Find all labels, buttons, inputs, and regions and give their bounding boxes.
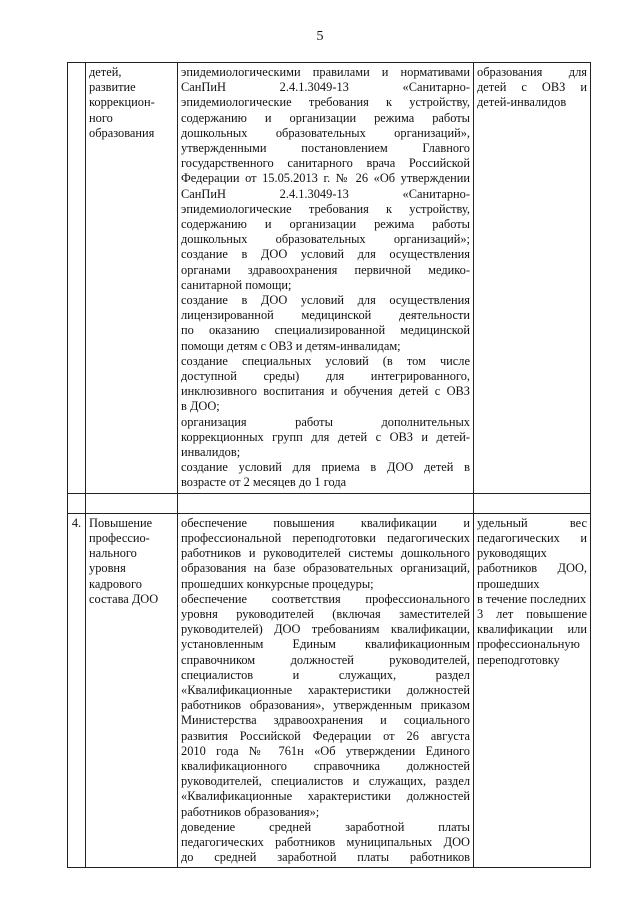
activity-text-line: развития Российской Федерации от 26 августа <box>181 728 470 743</box>
table-spacer-row <box>68 493 591 513</box>
activity-text-line: возрасте от 2 месяцев до 1 года <box>181 475 347 490</box>
activity-text-line: до средней заработной платы работников <box>181 850 470 865</box>
indicator-text-line: квалификации или <box>477 622 587 637</box>
indicator-text-line: переподготовку <box>477 652 560 667</box>
indicator-text-line: педагогических и <box>477 530 587 545</box>
activity-text-line: инвалидов; <box>181 445 241 460</box>
activity-text-line: санитарной помощи; <box>181 277 292 292</box>
activity-text-line: помощи детям с ОВЗ и детям-инвалидам; <box>181 338 401 353</box>
activity-text-line: «Квалификационные характеристики должностей <box>181 789 470 804</box>
activity-text-line: обеспечение соответствия профессионального <box>181 591 470 606</box>
activity-text-line: коррекционных групп для детей с ОВЗ и детей- <box>181 429 470 444</box>
direction-text-line: ного <box>89 110 113 125</box>
activity-text-line: СанПиН 2.4.1.3049-13 «Санитарно- <box>181 80 470 95</box>
activities-cell <box>178 63 474 494</box>
activity-text-line: педагогических работников муниципальных ДОО <box>181 834 470 849</box>
activity-text-line: создание в ДОО условий для осуществления <box>181 293 470 308</box>
direction-cell <box>86 513 178 868</box>
activity-text-line: квалификационного справочника должностей <box>181 758 470 773</box>
indicator-text-line: удельный вес <box>477 515 587 530</box>
activity-text-line: по оказанию специализированной медицинской <box>181 323 470 338</box>
row-number-cell: 4. <box>68 513 86 868</box>
row-number-cell <box>68 63 86 494</box>
indicator-text-line: руководящих <box>477 546 547 561</box>
indicator-text-line: детей-инвалидов <box>477 95 567 110</box>
table-row <box>68 63 591 494</box>
direction-text-line: профессио- <box>89 530 150 545</box>
direction-text-line: развитие <box>89 80 136 95</box>
activity-text-line: руководителей) ДОО требованиям квалификации, <box>181 622 470 637</box>
direction-text-line: образования <box>89 125 155 140</box>
indicator-text-line: в течение последних <box>477 591 587 606</box>
activity-text-line: создание в ДОО условий для осуществления <box>181 247 470 262</box>
activity-text-line: государственного санитарного врача Российской <box>181 156 470 171</box>
activity-text-line: прошедших конкурсные процедуры; <box>181 576 374 591</box>
activity-text-line: профессиональной переподготовки педагогических <box>181 530 470 545</box>
spacer-cell <box>68 493 86 513</box>
indicator-text-line: детей с ОВЗ и <box>477 80 587 95</box>
indicator-text-line: прошедших <box>477 576 540 591</box>
direction-text-line: уровня <box>89 561 126 576</box>
indicator-text-line: профессиональную <box>477 637 580 652</box>
activity-text-line: эпидемиологические требования к устройству, <box>181 95 470 110</box>
activity-text-line: создание условий для приема в ДОО детей в <box>181 460 470 475</box>
activity-text-line: работников образования», утвержденным приказом <box>181 698 470 713</box>
spacer-cell <box>86 493 178 513</box>
activity-text-line: обеспечение повышения квалификации и <box>181 515 470 530</box>
activity-text-line: лицензированной медицинской деятельности <box>181 308 470 323</box>
table-row <box>68 513 591 868</box>
direction-text-line: нального <box>89 546 137 561</box>
spacer-cell <box>474 493 591 513</box>
direction-text-line: детей, <box>89 65 122 79</box>
activity-text-line: организация работы дополнительных <box>181 414 470 429</box>
activity-text-line: в ДОО; <box>181 399 220 414</box>
activity-text-line: Министерства здравоохранения и социального <box>181 713 470 728</box>
activity-text-line: уровня руководителей (включая заместителей <box>181 606 470 621</box>
direction-text-line: Повышение <box>89 515 153 530</box>
activity-text-line: доведение средней заработной платы <box>181 819 470 834</box>
activity-text-line: Федерации от 15.05.2013 г. № 26 «Об утверждении <box>181 171 470 186</box>
indicator-text-line: работников ДОО, <box>477 561 587 576</box>
activity-text-line: доступной среды) для интегрированного, <box>181 369 470 384</box>
activity-text-line: установленным Единым квалификационным <box>181 637 470 652</box>
measures-table <box>67 62 591 868</box>
activity-text-line: работников образования»; <box>181 804 320 819</box>
activity-text-line: 2010 года № 761н «Об утверждении Единого <box>181 743 470 758</box>
direction-text-line: состава ДОО <box>89 591 159 606</box>
activity-text-line: дошкольных образовательных организаций»; <box>181 232 470 247</box>
activity-text-line: образования на базе образовательных организаций, <box>181 561 470 576</box>
activity-text-line: утвержденными постановлением Главного <box>181 141 470 156</box>
activity-text-line: эпидемиологическими правилами и нормативами <box>181 65 470 79</box>
activity-text-line: эпидемиологические требования к устройству, <box>181 201 470 216</box>
activity-text-line: руководителей, специалистов и служащих, раздел <box>181 774 470 789</box>
page-number: 5 <box>316 29 324 44</box>
activity-text-line: специалистов и служащих, раздел <box>181 667 470 682</box>
indicator-cell <box>474 63 591 494</box>
direction-text-line: кадрового <box>89 576 142 591</box>
activity-text-line: справочником должностей руководителей, <box>181 652 470 667</box>
activity-text-line: органами здравоохранения первичной медико- <box>181 262 470 277</box>
activity-text-line: инклюзивного воспитания и обучения детей с ОВЗ <box>181 384 470 399</box>
spacer-cell <box>178 493 474 513</box>
direction-text-line: коррекцион- <box>89 95 155 110</box>
activity-text-line: содержанию и организации режима работы <box>181 110 470 125</box>
direction-cell <box>86 63 178 494</box>
activity-text-line: «Квалификационные характеристики должностей <box>181 682 470 697</box>
activity-text-line: СанПиН 2.4.1.3049-13 «Санитарно- <box>181 186 470 201</box>
activity-text-line: содержанию и организации режима работы <box>181 217 470 232</box>
indicator-text-line: 3 лет повышение <box>477 606 587 621</box>
activity-text-line: работников и руководителей системы дошкольного <box>181 546 470 561</box>
activity-text-line: создание специальных условий (в том числе <box>181 353 470 368</box>
activities-cell <box>178 513 474 868</box>
indicator-text-line: образования для <box>477 65 587 79</box>
indicator-cell <box>474 513 591 868</box>
activity-text-line: дошкольных образовательных организаций», <box>181 125 470 140</box>
